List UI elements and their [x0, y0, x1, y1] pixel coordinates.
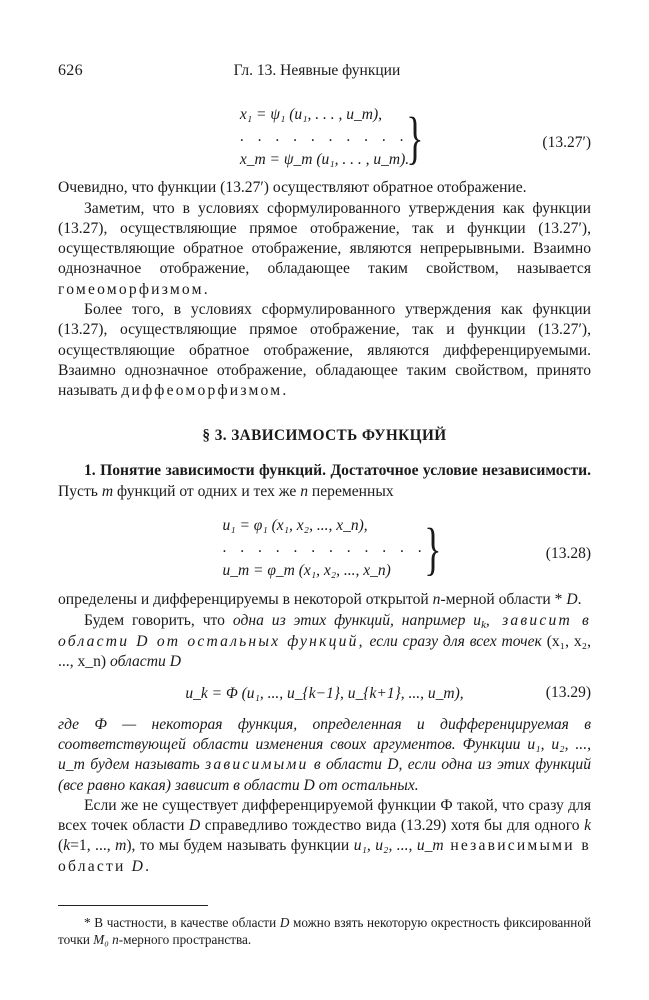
subsection-number: 1.: [84, 462, 96, 480]
symbol-u: u: [473, 611, 482, 629]
symbol-D: D: [169, 653, 181, 671]
symbol-n: n: [432, 591, 441, 609]
text-run: Будем говорить, что: [84, 611, 233, 629]
text-run: (: [58, 837, 64, 855]
page-header: [58, 62, 591, 80]
footnote-separator: [58, 905, 208, 906]
text-run: .: [145, 857, 149, 875]
text-run: .: [577, 591, 582, 609]
equation-13-27-prime: [58, 104, 591, 171]
text-run: функций от одних и тех же: [113, 482, 301, 500]
term-dependent: зависимыми: [205, 756, 309, 774]
text-run: * В частности, в качестве области: [84, 915, 280, 930]
symbol-u-list: u₁, u₂, ..., u_m: [353, 837, 444, 855]
symbol-D: D: [566, 591, 578, 609]
paragraph-defined-differentiable: [58, 590, 591, 610]
paragraph-dependence-definition: [58, 611, 591, 673]
text-run: Пусть: [58, 482, 102, 500]
symbol-m: m: [101, 482, 114, 500]
equation-line: . . . . . . . . . .: [239, 128, 409, 146]
paragraph-gde-phi: [58, 715, 591, 796]
equation-brace-group: u₁ = φ₁ (x₁, x₂, ..., x_n), . . . . . . . . . . . . u_m = φ_m (x₁, x₂, ..., x_n) }: [222, 515, 442, 581]
term-homeomorphism: гомеоморфизмом: [58, 280, 204, 298]
equation-tag: (13.27′): [542, 134, 591, 151]
page-number: 626: [58, 62, 83, 79]
subsection-paragraph: [58, 461, 591, 502]
symbol-m: m: [115, 837, 127, 855]
symbol-k: k: [584, 817, 591, 835]
text-run: справедливо тождество вида (13.29) хотя бы для одного: [200, 817, 585, 835]
emph-run: от остальных.: [314, 776, 419, 794]
equation-line: . . . . . . . . . . . .: [222, 539, 427, 557]
symbol-M0: M₀: [93, 931, 109, 947]
symbol-u-list: u₁, u₂, ..., u_m: [58, 736, 591, 774]
equation-line: x₁ = ψ₁ (u₁, . . . , u_m),: [239, 106, 383, 123]
paragraph-obvious: Очевидно, что функции (13.27′) осуществляют обратное отображение.: [58, 179, 527, 197]
text-run: =1, ...,: [70, 837, 116, 855]
equation-line: x_m = ψ_m (u₁, . . . , u_m).: [239, 150, 410, 168]
equation-line: u_m = φ_m (x₁, x₂, ..., x_n): [222, 561, 391, 579]
emph-run: будем называть: [84, 756, 206, 774]
paragraph-independence: [58, 796, 591, 877]
footnote-text: [58, 915, 591, 949]
emph-run: области: [106, 653, 170, 671]
equation-13-29: [58, 683, 591, 705]
text-run: Заметим, что в условиях сформулированного утверждения как функции (13.27), осуществляющие прямое отображение, так и функции (13.27′), осуществляющие обратное отображение, являются непрерывными. Взаимно однозначное отображение, обладающее таким свойством, называется: [58, 199, 591, 278]
equation-13-28: [58, 515, 591, 582]
symbol-D: D: [136, 632, 150, 650]
text-run: .: [203, 280, 208, 298]
emph-run: если сразу для всех точек: [364, 632, 547, 650]
text-run: .: [282, 382, 287, 400]
subsection-title: Понятие зависимости функций. Достаточное условие независимости.: [100, 462, 591, 480]
term-independent: независимыми в области: [58, 837, 591, 875]
emph-spaced-run: от остальных функций,: [149, 632, 365, 650]
text-run: -мерного пространства.: [118, 931, 252, 947]
symbol-uk: [473, 612, 486, 629]
symbol-D: D: [131, 857, 146, 875]
emph-spaced-run: , зависит в области: [58, 611, 592, 650]
symbol-k: k: [63, 837, 71, 855]
symbol-D: D: [279, 915, 290, 930]
point-tuple: (x₁, x₂, ..., x_n): [58, 632, 592, 671]
text-run: Более того, в условиях сформулированного утверждения как функции (13.27), осуществляющие прямое отображение, так и функции (13.27′), осуществляющие обратное отображение, являются дифференцируемыми. Взаимно однозначное отображение, обладающее таким свойством, принято называть: [58, 301, 591, 400]
symbol-D: D: [188, 817, 201, 835]
text-run: ), то мы будем называть функции: [126, 837, 354, 855]
term-diffeomorphism: диффеоморфизмом: [121, 382, 283, 400]
equation-tag: (13.28): [545, 544, 591, 562]
emph-run: одна из этих функций, например: [232, 611, 474, 629]
emph-run: , если одна из этих функций (все равно какая) зависит в области: [58, 756, 591, 794]
text-run: -мерной области *: [440, 591, 567, 609]
text-run: определены и дифференцируемы в некоторой открытой: [58, 591, 433, 609]
text-run: можно взять некоторую окрестность фиксированной точки: [58, 915, 591, 947]
symbol-D: D: [387, 756, 399, 774]
paragraph-homeomorphism: [58, 199, 591, 300]
equation-line: u₁ = φ₁ (x₁, x₂, ..., x_n),: [222, 516, 368, 534]
symbol-n: n: [300, 482, 308, 500]
page-content: [58, 95, 591, 877]
equation-brace-group: x₁ = ψ₁ (u₁, . . . , u_m), . . . . . . . . . . x_m = ψ_m (u₁, . . . , u_m). }: [239, 104, 424, 170]
symbol-D: D: [303, 776, 315, 794]
section-heading: § 3. ЗАВИСИМОСТЬ ФУНКЦИЙ: [202, 427, 447, 445]
emph-run: в области: [308, 756, 388, 774]
paragraph-diffeomorphism: [58, 300, 591, 401]
text-run: Если же не существует дифференцируемой функции Ф такой, что сразу для всех точек области: [58, 796, 591, 835]
equation-tag: (13.29): [545, 684, 591, 702]
text-run: переменных: [307, 482, 394, 500]
emph-run: где Ф — некоторая функция, определенная и дифференцируемая в соответствующей области изменения своих аргументов. Функции: [58, 715, 591, 754]
symbol-subscript-k: k: [481, 618, 486, 631]
symbol-n: n: [112, 931, 119, 947]
equation-line: u_k = Φ (u₁, ..., u_{k−1}, u_{k+1}, ..., u_m),: [185, 685, 464, 703]
running-head-title: Гл. 13. Неявные функции: [233, 62, 401, 79]
footnote: [58, 915, 591, 949]
